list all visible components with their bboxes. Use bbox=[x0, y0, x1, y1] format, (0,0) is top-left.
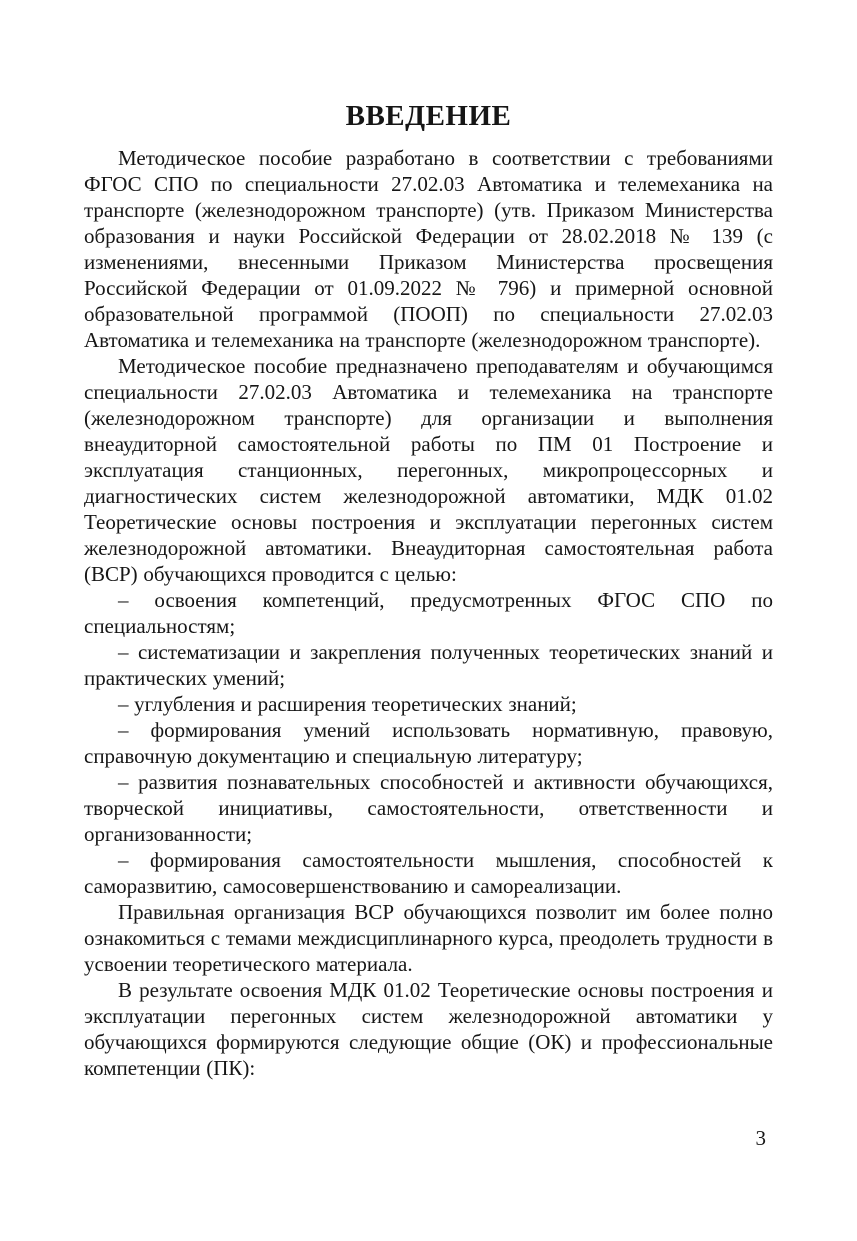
list-item-1: – освоения компетенций, предусмотренных ФГОС СПО по специальностям; bbox=[84, 588, 773, 638]
list-item-4: – формирования умений использовать нормативную, правовую, справочную документацию и специальную литературу; bbox=[84, 718, 773, 768]
body-paragraph-2: Методическое пособие предназначено преподавателям и обучающимся специальности 27.02.03 Автоматика и телемеханика на транспорте (железнодорожном транспорте) для организации и выполнения внеаудиторной самостоятельной работы по ПМ 01 Построение и эксплуатация станционных, перегонных, микропроцессорных и диагностических систем железнодорожной автоматики, МДК 01.02 Теоретические основы построения и эксплуатации перегонных систем железнодорожной автоматики. Внеаудиторная самостоятельная работа (ВСР) обучающихся проводится с целью: bbox=[84, 354, 773, 586]
list-item-5: – развития познавательных способностей и активности обучающихся, творческой инициативы, самостоятельности, ответственности и организованности; bbox=[84, 770, 773, 846]
body-paragraph-3: Правильная организация ВСР обучающихся позволит им более полно ознакомиться с темами междисциплинарного курса, преодолеть трудности в усвоении теоретического материала. bbox=[84, 900, 773, 976]
list-item-6: – формирования самостоятельности мышления, способностей к саморазвитию, самосовершенствованию и самореализации. bbox=[84, 848, 773, 898]
introduction-text bbox=[84, 145, 773, 1081]
list-item-2: – систематизации и закрепления полученных теоретических знаний и практических умений; bbox=[84, 640, 773, 690]
page-title: ВВЕДЕНИЕ bbox=[345, 100, 512, 132]
body-paragraph-4: В результате освоения МДК 01.02 Теоретические основы построения и эксплуатации перегонных систем железнодорожной автоматики у обучающихся формируются следующие общие (ОК) и профессиональные компетенции (ПК): bbox=[84, 978, 773, 1080]
list-item-3: – углубления и расширения теоретических знаний; bbox=[118, 692, 577, 716]
page-number: 3 bbox=[755, 1126, 766, 1150]
body-paragraph-1: Методическое пособие разработано в соответствии с требованиями ФГОС СПО по специальности 27.02.03 Автоматика и телемеханика на транспорте (железнодорожном транспорте) (утв. Приказом Министерства образования и науки Российской Федерации от 28.02.2018 № 139 (с изменениями, внесенными Приказом Министерства просвещения Российской Федерации от 01.09.2022 № 796) и примерной основной образовательной программой (ПООП) по специальности 27.02.03 Автоматика и телемеханика на транспорте (железнодорожном транспорте). bbox=[84, 146, 773, 352]
